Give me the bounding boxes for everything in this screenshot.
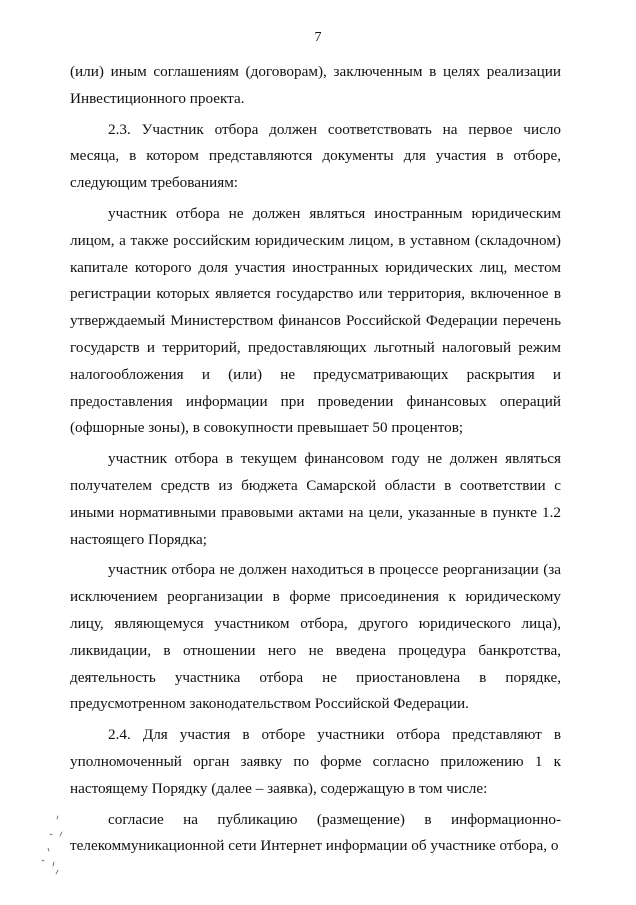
- paragraph-clause-2-3: 2.3. Участник отбора должен соответствовать на первое число месяца, в котором представляются документы для участия в отборе, следующим требованиям:: [70, 120, 561, 192]
- paragraph-consent-publication: согласие на публикацию (размещение) в информационно-телекоммуникационной сети Интернет информации об участнике отбора, о: [70, 810, 561, 855]
- paragraph-clause-2-4: 2.4. Для участия в отборе участники отбора представляют в уполномоченный орган заявку по форме согласно приложению 1 к настоящему Порядку (далее – заявка), содержащую в том числе:: [70, 726, 561, 797]
- paragraph-requirement-reorganization: участник отбора не должен находиться в процессе реорганизации (за исключением реорганизации в форме присоединения к юридическому лицу, являющемуся участником отбора, другого юридического лица), ликвидации, в отношении него не введена процедура банкротства, деятельность участника отбора не приостановлена в порядке, предусмотренном законодательством Российской Федерации.: [70, 561, 561, 713]
- paragraph-requirement-budget-funds: участник отбора в текущем финансовом году не должен являться получателем средств из бюджета Самарской области в соответствии с иными нормативными правовыми актами на цели, указанные в пункте 1.2 настоящего Порядка;: [70, 450, 561, 548]
- paragraph-requirement-foreign-entity: участник отбора не должен являться иностранным юридическим лицом, а также российским юридическим лицом, в уставном (складочном) капитале которого доля участия иностранных юридических лиц, местом регистрации которых является государство или территория, включенное в утверждаемый Министерством финансов Российской Федерации перечень государств и территорий, предоставляющих льготный налоговый режим налогообложения и (или) не предусматривающих раскрытия и предоставления информации при проведении финансовых операций (офшорные зоны), в совокупности превышает 50 процентов;: [70, 204, 561, 437]
- document-body: [70, 59, 561, 860]
- page-number: 7: [314, 30, 322, 45]
- paragraph-continuation: (или) иным соглашениям (договорам), заключенным в целях реализации Инвестиционного проекта.: [70, 63, 561, 107]
- scan-specks: [36, 814, 76, 884]
